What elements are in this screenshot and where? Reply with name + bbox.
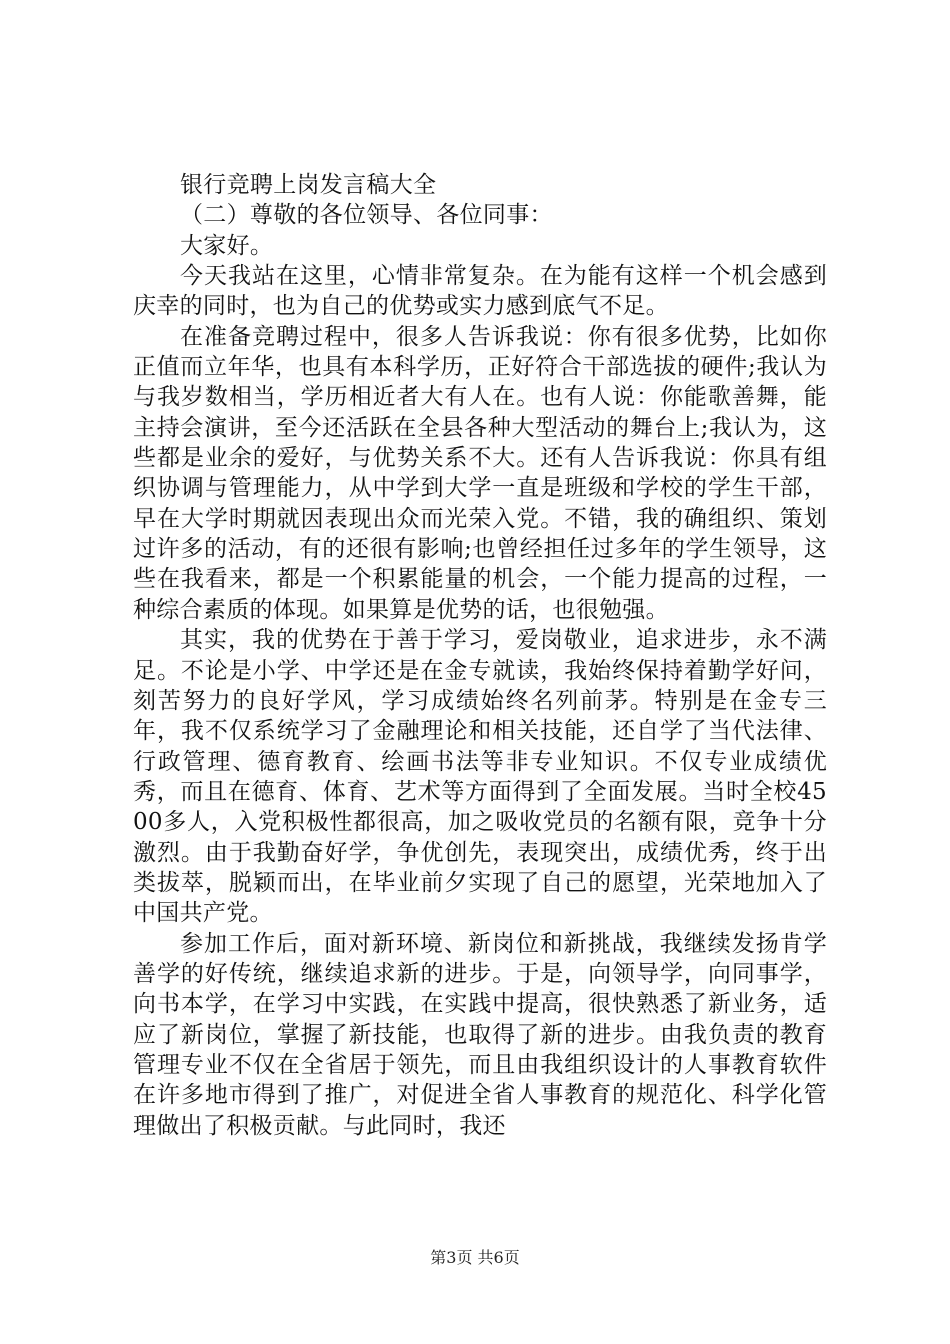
salutation-line: （二）尊敬的各位领导、各位同事：	[180, 202, 553, 229]
paragraph-4: 参加工作后，面对新环境、新岗位和新挑战，我继续发扬肯学善学的好传统，继续追求新的进步。于是，向领导学，向同事学，向书本学，在学习中实践，在实践中提高，很快熟悉了新业务，适应了新岗位，掌握了新技能，也取得了新的进步。由我负责的教育管理专业不仅在全省居于领先，而且由我组织设计的人事教育软件在许多地市得到了推广，对促进全省人事教育的规范化、科学化管理做出了积极贡献。与此同时，我还	[133, 930, 827, 1139]
paragraph-2: 在准备竞聘过程中，很多人告诉我说：你有很多优势，比如你正值而立年华，也具有本科学历，正好符合干部选拔的硬件;我认为与我岁数相当，学历相近者大有人在。也有人说：你能歌善舞，能主持会演讲，至今还活跃在全县各种大型活动的舞台上;我认为，这些都是业余的爱好，与优势关系不大。还有人告诉我说：你具有组织协调与管理能力，从中学到大学一直是班级和学校的学生干部，早在大学时期就因表现出众而光荣入党。不错，我的确组织、策划过许多的活动，有的还很有影响;也曾经担任过多年的学生领导，这些在我看来，都是一个积累能量的机会，一个能力提高的过程，一种综合素质的体现。如果算是优势的话，也很勉强。	[133, 323, 827, 623]
paragraph-1: 今天我站在这里，心情非常复杂。在为能有这样一个机会感到庆幸的同时，也为自己的优势或实力感到底气不足。	[133, 263, 827, 320]
document-body	[133, 170, 827, 1141]
paragraph-3: 其实，我的优势在于善于学习，爱岗敬业，追求进步，永不满足。不论是小学、中学还是在金专就读，我始终保持着勤学好问，刻苦努力的良好学风，学习成绩始终名列前茅。特别是在金专三年，我不仅系统学习了金融理论和相关技能，还自学了当代法律、行政管理、德育教育、绘画书法等非专业知识。不仅专业成绩优秀，而且在德育、体育、艺术等方面得到了全面发展。当时全校4500多人，入党积极性都很高，加之吸收党员的名额有限，竞争十分激烈。由于我勤奋好学，争优创先，表现突出，成绩优秀，终于出类拔萃，脱颖而出，在毕业前夕实现了自己的愿望，光荣地加入了中国共产党。	[133, 627, 827, 927]
page-footer	[0, 1248, 950, 1268]
document-title: 银行竞聘上岗发言稿大全	[180, 172, 437, 198]
greeting-line: 大家好。	[180, 232, 274, 259]
page-number-label: 第3页 共6页	[430, 1248, 520, 1267]
